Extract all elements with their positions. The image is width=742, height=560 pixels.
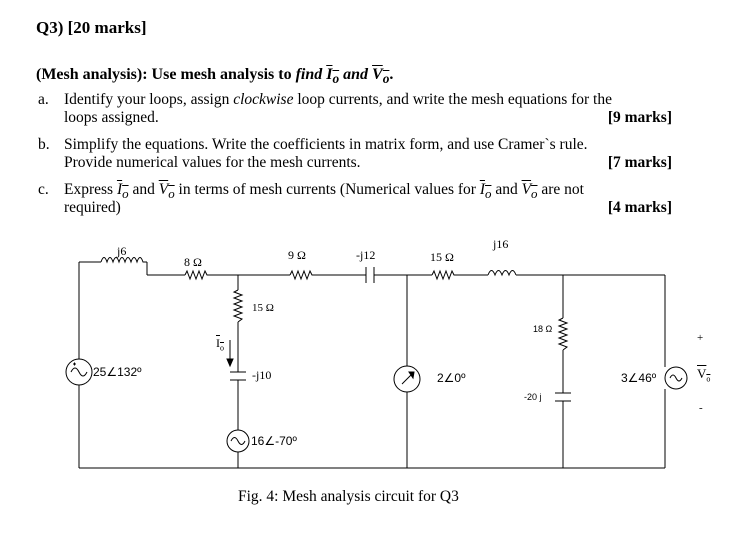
- part-c-vo1-letter: V: [158, 181, 169, 198]
- part-a-line2: loops assigned.: [64, 109, 159, 126]
- part-b-line1: Simplify the equations. Write the coefficients in matrix form, and use Cramer`s rule.: [64, 136, 588, 153]
- heading-find: find: [295, 66, 323, 83]
- label-16v: 16∠-70º: [251, 434, 297, 448]
- part-c-text-c: in terms of mesh currents (Numerical values for: [174, 181, 480, 198]
- question-marks: [20 marks]: [67, 18, 147, 37]
- label-vo-sub: o: [706, 374, 711, 384]
- part-c-io2-letter: I: [479, 181, 485, 198]
- heading-suffix: .: [389, 66, 394, 83]
- label-vo: [697, 366, 710, 384]
- heading-vo-letter: V: [372, 66, 383, 83]
- part-c-text-a: Express: [64, 181, 117, 198]
- label-j6: j6: [117, 244, 127, 258]
- heading-text: (Mesh analysis): Use mesh analysis to: [36, 66, 296, 83]
- label-minus: -: [699, 402, 703, 414]
- part-b-marker: b.: [38, 136, 50, 153]
- label-20j: -20 j: [524, 392, 542, 402]
- part-c-marks: [4 marks]: [607, 199, 672, 216]
- part-c-vo1-sub: o: [168, 186, 175, 202]
- part-c-io2-sub: o: [484, 186, 492, 202]
- question-number: Q3): [36, 18, 64, 37]
- part-c-vo2-letter: V: [521, 181, 532, 198]
- heading-io-sub: o: [332, 71, 340, 87]
- heading-io-letter: I: [326, 66, 333, 83]
- part-a-marks: [9 marks]: [607, 109, 672, 126]
- part-c-vo2-sub: o: [531, 186, 538, 202]
- label-2a: 2∠0º: [437, 371, 466, 385]
- label-io-letter: I: [216, 336, 220, 350]
- label-io: [216, 336, 224, 352]
- heading-vo-sub: o: [382, 71, 390, 87]
- label-j10: -j10: [252, 368, 272, 382]
- label-25v: 25∠132º: [93, 365, 142, 379]
- label-3v: 3∠46º: [621, 371, 657, 385]
- part-c-text-b: and: [128, 181, 159, 198]
- label-j12: -j12: [356, 248, 376, 262]
- label-18ohm: 18 Ω: [533, 324, 553, 334]
- part-a-text1: Identify your loops, assign: [64, 91, 234, 108]
- part-a-clockwise: clockwise: [233, 91, 294, 108]
- label-8ohm: 8 Ω: [184, 255, 202, 269]
- part-c-text-e: are not: [537, 181, 584, 198]
- part-a-marker: a.: [38, 91, 49, 108]
- part-b-marks: [7 marks]: [607, 154, 672, 171]
- label-15ohm-top: 15 Ω: [430, 250, 454, 264]
- label-9ohm: 9 Ω: [288, 248, 306, 262]
- part-c-text-d: and: [491, 181, 522, 198]
- label-plus: +: [697, 332, 704, 344]
- label-vo-letter: V: [697, 366, 707, 381]
- part-b-line2: Provide numerical values for the mesh currents.: [64, 154, 361, 171]
- label-j16: j16: [493, 237, 509, 251]
- part-c-io1-sub: o: [122, 186, 129, 202]
- part-c-io1-letter: I: [116, 181, 123, 198]
- figure-caption: Fig. 4: Mesh analysis circuit for Q3: [238, 488, 459, 505]
- part-c-line2: required): [64, 199, 121, 216]
- part-c-marker: c.: [38, 181, 49, 198]
- label-io-sub: o: [220, 343, 224, 353]
- part-a-text2: loop currents, and write the mesh equations for the: [293, 91, 612, 108]
- label-15ohm-mid: 15 Ω: [252, 302, 274, 314]
- heading-and: and: [343, 66, 369, 83]
